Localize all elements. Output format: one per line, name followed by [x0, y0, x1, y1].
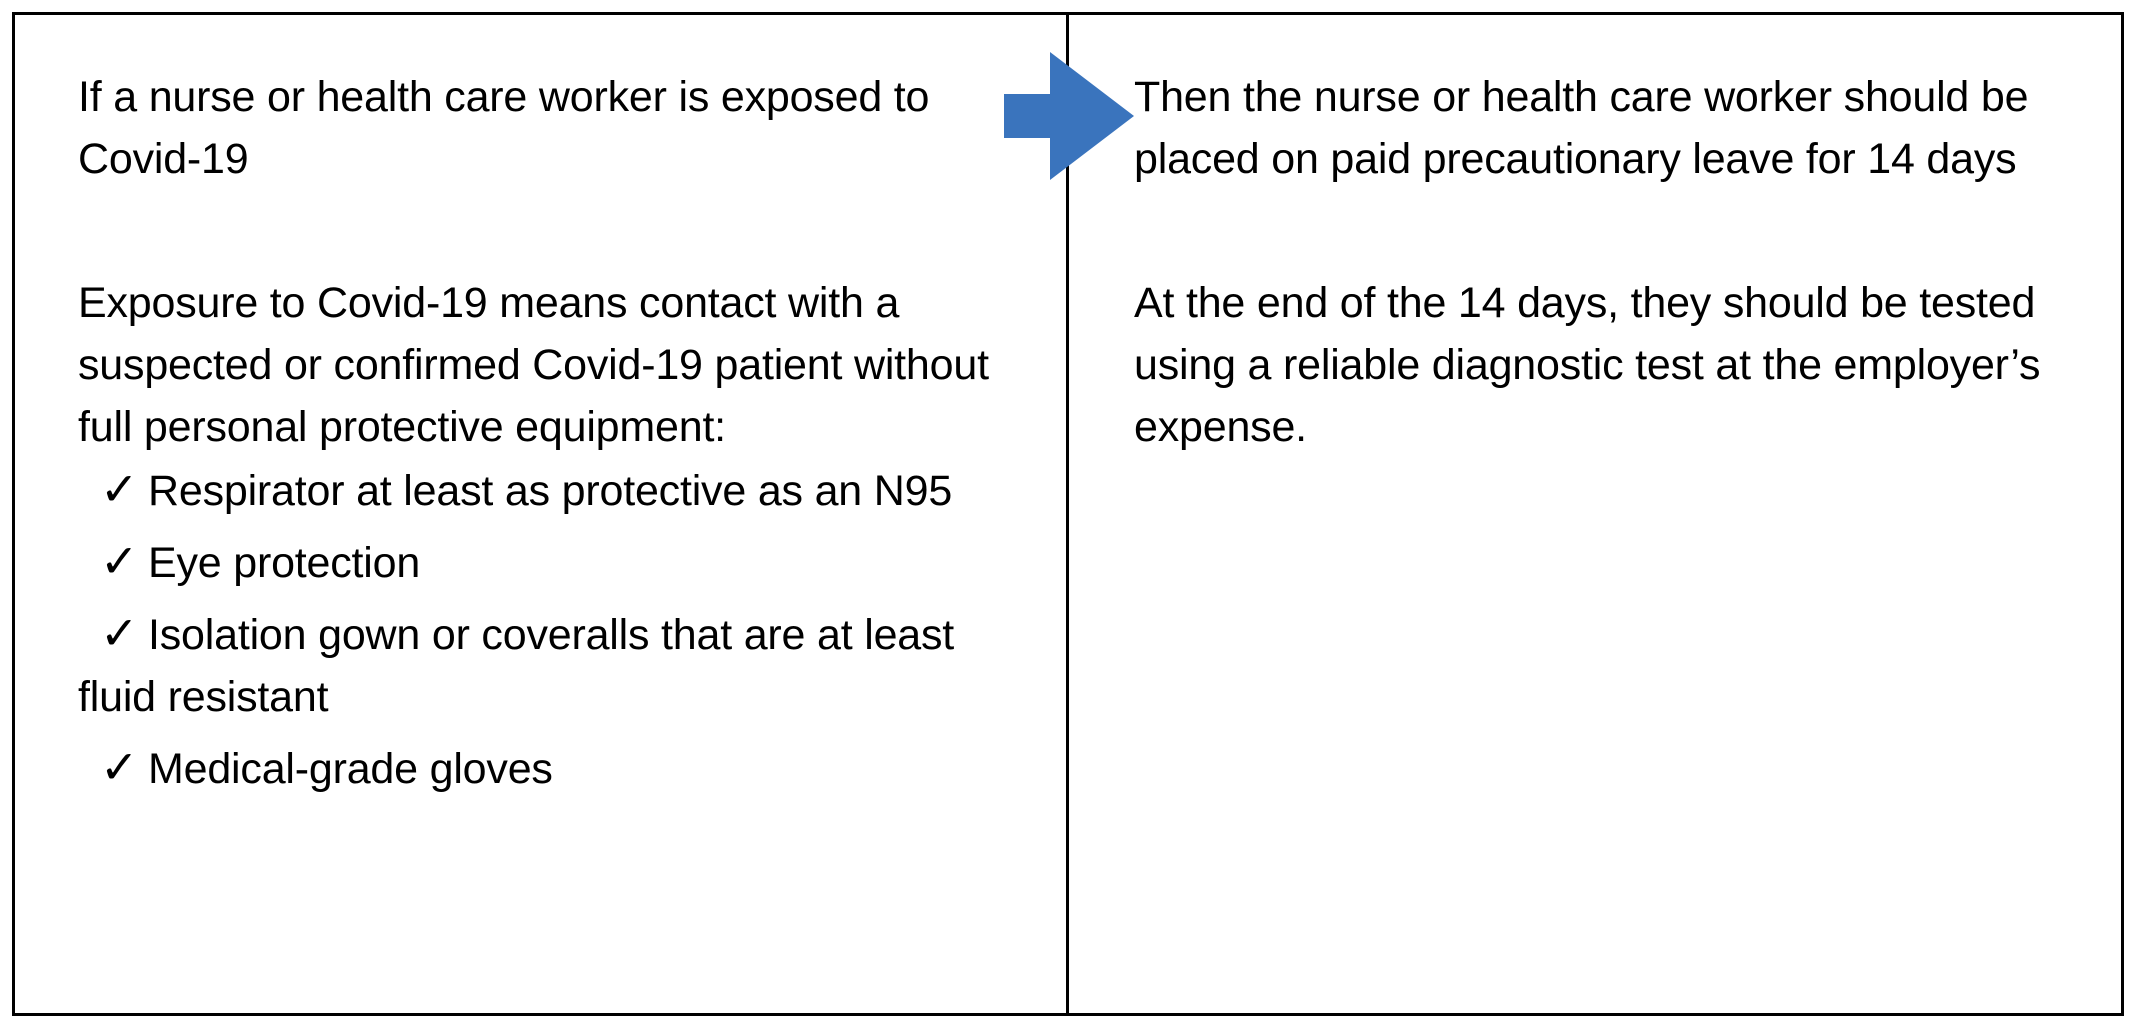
checklist-item: [78, 458, 1018, 522]
outcome-text: Then the nurse or health care worker should be placed on paid precautionary leave for 14 days: [1134, 73, 2029, 183]
followup-text: At the end of the 14 days, they should be tested using a reliable diagnostic test at the employer’s expense.: [1134, 279, 2041, 451]
checkmark-icon: ✓: [100, 606, 139, 660]
checklist-item-label: Medical-grade gloves: [148, 745, 553, 793]
right-panel: [1134, 66, 2074, 458]
checklist-item: [78, 736, 1018, 800]
checkmark-icon: ✓: [100, 740, 139, 794]
checklist-item-label: Isolation gown or coveralls that are at least fluid resistant: [78, 611, 955, 721]
exposure-definition-text: Exposure to Covid-19 means contact with a suspected or confirmed Covid-19 patient without full personal protective equipment:: [78, 279, 989, 451]
left-panel: [78, 66, 1018, 808]
checkmark-icon: ✓: [100, 534, 139, 588]
arrow-shape: [1004, 52, 1134, 180]
checklist-item: [78, 602, 1018, 728]
checklist-item-label: Respirator at least as protective as an N95: [148, 467, 953, 515]
checklist-item: [78, 530, 1018, 594]
checklist-item-label: Eye protection: [148, 539, 421, 587]
right-arrow-icon: [1002, 52, 1134, 180]
checkmark-icon: ✓: [100, 462, 139, 516]
condition-text: If a nurse or health care worker is exposed to Covid-19: [78, 73, 930, 183]
ppe-checklist: [78, 458, 1018, 800]
